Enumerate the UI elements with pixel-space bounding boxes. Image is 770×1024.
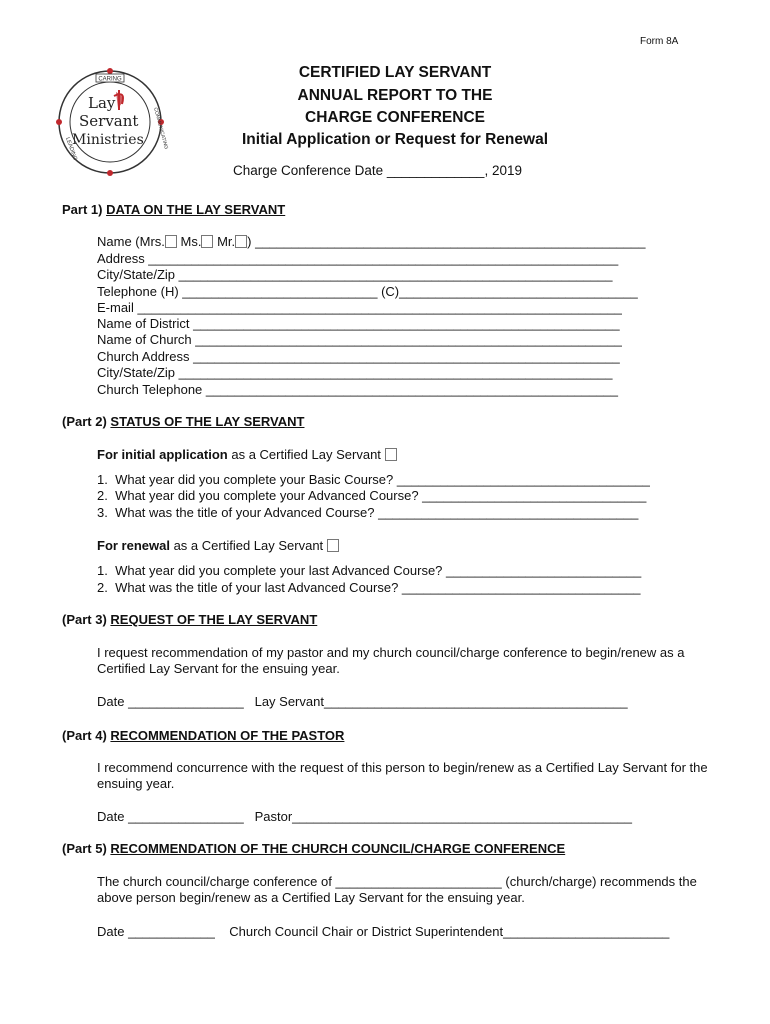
mr-checkbox[interactable] <box>235 235 247 248</box>
last-advanced-course-title-field[interactable]: 2. What was the title of your last Advanced Course? _________________________________ <box>97 580 641 595</box>
address-field[interactable]: Address _________________________________________________________________ <box>97 251 619 266</box>
pastor-signature-row[interactable]: Date ________________ Pastor_______________________________________________ <box>97 809 632 824</box>
name-suffix: ) ______________________________________________________ <box>247 234 646 249</box>
name-prefix: Name (Mrs. <box>97 234 165 249</box>
part4-title: RECOMMENDATION OF THE PASTOR <box>110 728 345 743</box>
mrs-checkbox[interactable] <box>165 235 177 248</box>
church-telephone-field[interactable]: Church Telephone _________________________________________________________ <box>97 382 619 397</box>
part2-title: STATUS OF THE LAY SERVANT <box>110 414 305 429</box>
council-signature-row[interactable]: Date ____________ Church Council Chair or District Superintendent_______________________ <box>97 924 670 939</box>
church-city-state-zip-field[interactable]: City/State/Zip ____________________________________________________________ <box>97 365 613 380</box>
initial-application-checkbox[interactable] <box>385 448 397 461</box>
part5-text: The church council/charge conference of _______________________ (church/charge) recommends the above person begin/renew as a Certified Lay Servant for the ensuing year. <box>97 874 697 905</box>
ms-label: Ms. <box>180 234 202 249</box>
initial-rest: as a Certified Lay Servant <box>227 447 381 462</box>
church-name-field[interactable]: Name of Church ___________________________________________________________ <box>97 332 622 347</box>
form-id: Form 8A <box>640 36 679 47</box>
part3-heading <box>62 612 317 627</box>
part1-heading <box>62 202 285 217</box>
part3-text: I request recommendation of my pastor and my church council/charge conference to begin/renew as a Certified Lay Servant for the ensuing year. <box>97 645 685 676</box>
advanced-course-title-field[interactable]: 3. What was the title of your Advanced Course? ____________________________________ <box>97 505 639 520</box>
part5-label: (Part 5) <box>62 841 107 856</box>
renewal-rest: as a Certified Lay Servant <box>169 538 324 553</box>
title-line-1: CERTIFIED LAY SERVANT <box>298 64 492 81</box>
city-state-zip-field[interactable]: City/State/Zip ____________________________________________________________ <box>97 267 613 282</box>
part4-heading <box>62 728 344 743</box>
telephone-field[interactable]: Telephone (H) ___________________________ (C)_________________________________ <box>97 284 638 299</box>
part4-text: I recommend concurrence with the request of this person to begin/renew as a Certified Lay Servant for the ensuing year. <box>97 760 708 791</box>
logo-word-1: Lay <box>88 94 116 112</box>
part4-label: (Part 4) <box>62 728 107 743</box>
part1-label: Part 1) <box>62 202 103 217</box>
mr-label: Mr. <box>217 234 236 249</box>
part2-heading <box>62 414 304 429</box>
logo-ring-top: CARING <box>98 76 122 83</box>
logo-word-2: Servant <box>79 112 139 130</box>
title-line-4: Initial Application or Request for Renewal <box>241 131 549 148</box>
charge-conference-date-field[interactable]: Charge Conference Date _____________, 2019 <box>233 163 522 178</box>
ms-checkbox[interactable] <box>201 235 213 248</box>
renewal-bold: For renewal <box>97 538 170 553</box>
logo-ring-right: COMMUNICATING <box>152 106 169 151</box>
email-field[interactable]: E-mail ___________________________________________________________________ <box>97 300 622 315</box>
part5-title: RECOMMENDATION OF THE CHURCH COUNCIL/CHARGE CONFERENCE <box>110 841 566 856</box>
advanced-course-year-field[interactable]: 2. What year did you complete your Advanced Course? _______________________________ <box>97 488 647 503</box>
district-field[interactable]: Name of District ___________________________________________________________ <box>97 316 620 331</box>
logo-word-3: Ministries <box>72 132 144 148</box>
part5-heading <box>62 841 565 856</box>
renewal-checkbox[interactable] <box>327 539 339 552</box>
title-line-2: ANNUAL REPORT TO THE <box>297 87 493 104</box>
logo-ring-left: LEADING <box>64 136 79 162</box>
title-line-3: CHARGE CONFERENCE <box>305 109 485 126</box>
initial-bold: For initial application <box>97 447 228 462</box>
part2-label: (Part 2) <box>62 414 107 429</box>
initial-application-row <box>97 447 397 462</box>
last-advanced-course-year-field[interactable]: 1. What year did you complete your last Advanced Course? ___________________________ <box>97 563 642 578</box>
church-address-field[interactable]: Church Address ___________________________________________________________ <box>97 349 620 364</box>
name-field[interactable] <box>97 234 646 249</box>
lay-servant-signature-row[interactable]: Date ________________ Lay Servant__________________________________________ <box>97 694 628 709</box>
renewal-row <box>97 538 339 553</box>
part3-label: (Part 3) <box>62 612 107 627</box>
basic-course-year-field[interactable]: 1. What year did you complete your Basic Course? ___________________________________ <box>97 472 650 487</box>
part3-title: REQUEST OF THE LAY SERVANT <box>110 612 318 627</box>
part1-title: DATA ON THE LAY SERVANT <box>106 202 286 217</box>
